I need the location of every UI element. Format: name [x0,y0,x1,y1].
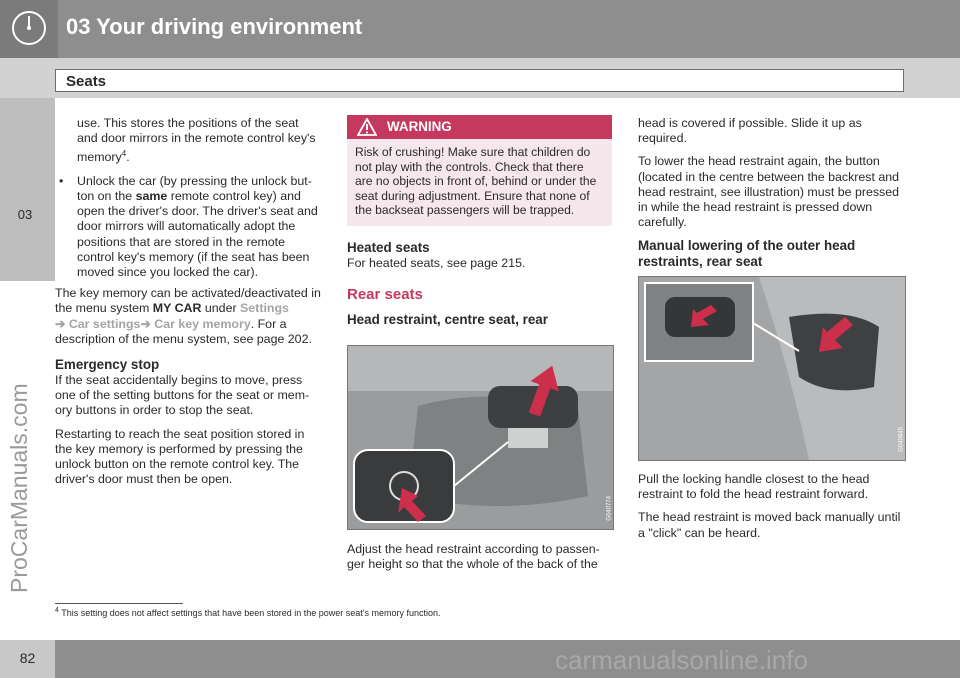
warning-triangle-icon [357,118,377,136]
paragraph-head-covered: head is covered if possible. Slide it up as required. [638,116,862,146]
paragraph-heated: For heated seats, see page 215. [347,255,526,270]
heading-heated-seats: Heated seats [347,239,430,255]
chapter-title: 03 Your driving environment [66,14,363,39]
image-code: G040645 [899,427,905,452]
column-2 [347,115,612,328]
heading-emergency-stop: Emergency stop [55,356,160,372]
heading-manual-lowering: Manual lowering of the outer head restraints, rear seat [638,238,856,270]
illustration-graphic [639,277,905,460]
footnote: $^4$ This setting does not affect settings that have been stored in the power seat's memory function. [55,607,441,618]
heading-rear-seats: Rear seats [347,286,423,304]
illustration-graphic [348,346,613,529]
gauge-icon [11,10,47,46]
head-restraint-centre-illustration [347,345,614,530]
warning-box [347,115,612,226]
column-3 [638,116,904,270]
page-header [0,0,960,58]
watermark-footer: carmanualsonline.info [555,645,808,675]
section-title: Seats [66,73,107,90]
warning-label: WARNING [387,119,452,134]
paragraph-lower-restraint: To lower the head restraint again, the button (located in the centre between the backrest and head restraint, see illustration) must be pressed in while the head restraint is pressed down carefully. [638,154,900,230]
warning-text: Risk of crushing! Make sure that children do not play with the controls. Check that there are no objects in front of, behind or under the seat during adjustment. Ensure that none of the backseat passengers will be trapped. [355,145,597,218]
page-footer-bar [0,640,960,678]
chapter-side-tab [0,98,55,281]
chapter-side-number: 03 [17,207,33,222]
footnote-rule [55,603,183,604]
column-3-continued [638,472,904,549]
paragraph-pull-handle: Pull the locking handle closest to the head restraint to fold the head restraint forward. [638,472,870,502]
arrow-icon: ➔ [55,316,66,331]
paragraph-click: The head restraint is moved back manually until a "click" can be heard. [638,510,901,540]
watermark-vertical: ProCarManuals.com [6,383,32,593]
image-code: G040774 [607,496,613,521]
column-1 [55,116,322,495]
paragraph-key-memory: The key memory can be activated/deactivated in the menu system MY CAR under Settings ➔ Car settings➔ Car key memory. For a description of the menu system, see page 202. [55,286,321,346]
section-box [55,69,904,92]
paragraph-memory: use. This stores the positions of the seat and door mirrors in the remote control key's memory$^4$. [77,116,316,165]
paragraph-restart: Restarting to reach the seat position stored in the key memory is performed by pressing the unlock button on the remote control key. The driver's door must then be open. [55,426,305,487]
warning-header [347,115,612,139]
paragraph-adjust: Adjust the head restraint according to passen-ger height so that the whole of the back of the [347,542,600,572]
heading-head-restraint-centre: Head restraint, centre seat, rear [347,312,548,328]
paragraph-emergency: If the seat accidentally begins to move, press one of the setting buttons for the seat or mem-ory buttons in order to stop the seat. [55,372,310,418]
page-number: 82 [19,650,36,666]
bullet-unlock: • Unlock the car (by pressing the unlock but-ton on the same remote control key) and open the driver's door. The driver's seat and door mirrors will automatically adopt the positions that are stored in the remote control key's memory (if the seat has been moved since you locked the car). [59,173,318,279]
header-icon-block [0,0,58,58]
column-2-continued [347,542,615,580]
outer-head-restraint-illustration [638,276,906,461]
arrow-icon: ➔ [140,316,151,331]
bullet-dot: • [59,173,64,188]
